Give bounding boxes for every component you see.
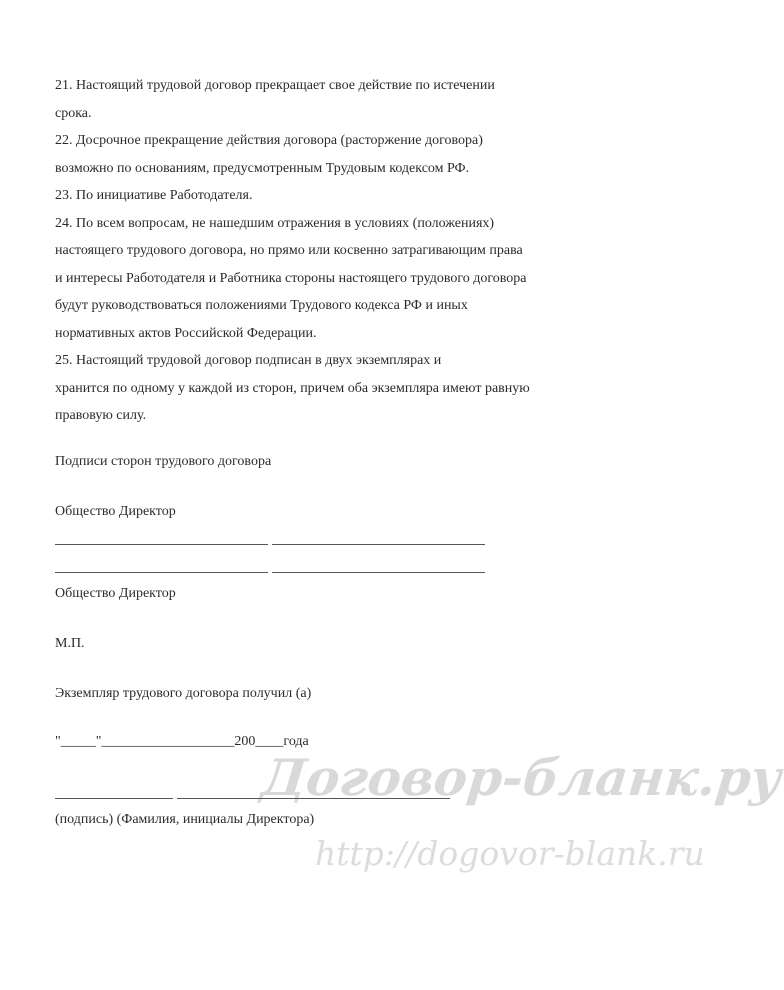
watermark-url: http://dogovor-blank.ru (315, 834, 705, 873)
clause-line: возможно по основаниям, предусмотренным Трудовым кодексом РФ. (55, 160, 470, 176)
date-field: "_____"___________________200____года (55, 734, 309, 749)
signature-line (55, 572, 268, 573)
clause-line: будут руководствоваться положениями Трудового кодекса РФ и иных (55, 298, 468, 313)
party-label-top: Общество Директор (55, 504, 176, 519)
clause-line: и интересы Работодателя и Работника стороны настоящего трудового договора (55, 270, 527, 286)
clause-line: срока. (55, 105, 92, 121)
clause-line: 21. Настоящий трудовой договор прекращает свое действие по истечении (55, 78, 495, 93)
clause-line: 25. Настоящий трудовой договор подписан в двух экземплярах и (55, 353, 442, 368)
signatures-heading: Подписи сторон трудового договора (55, 454, 272, 469)
received-copy-label: Экземпляр трудового договора получил (а) (55, 686, 312, 701)
clause-line: хранится по одному у каждой из сторон, причем оба экземпляра имеют равную (55, 380, 530, 396)
clause-line: 22. Досрочное прекращение действия договора (расторжение договора) (55, 133, 483, 148)
party-label-bottom: Общество Директор (55, 586, 176, 601)
clause-line: правовую силу. (55, 408, 147, 423)
signature-line (272, 572, 485, 573)
stamp-label: М.П. (55, 636, 85, 651)
signature-line (177, 798, 450, 799)
clause-line: нормативных актов Российской Федерации. (55, 325, 317, 341)
clause-line: настоящего трудового договора, но прямо или косвенно затрагивающим права (55, 243, 523, 258)
clause-line: 24. По всем вопросам, не нашедшим отражения в условиях (положениях) (55, 215, 495, 231)
signature-line (55, 544, 268, 545)
watermark-title: Договор-бланк.ру (258, 748, 784, 807)
signature-caption: (подпись) (Фамилия, инициалы Директора) (55, 812, 315, 827)
contract-clauses (55, 72, 535, 430)
clause-line: 23. По инициативе Работодателя. (55, 188, 253, 203)
signature-line (55, 798, 173, 799)
signature-line (272, 544, 485, 545)
